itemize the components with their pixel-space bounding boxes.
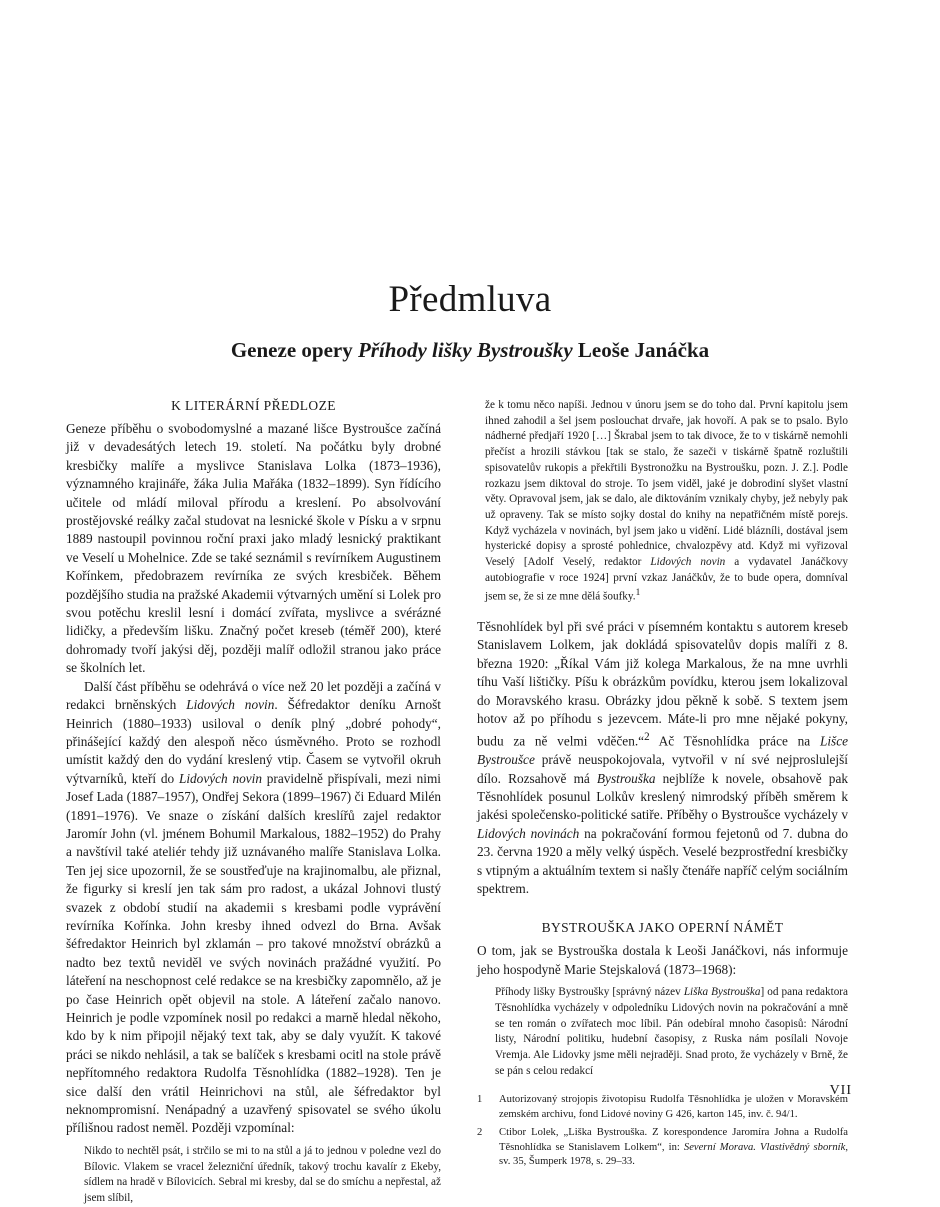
section-heading-opera-subject: BYSTROUŠKA JAKO OPERNÍ NÁMĚT bbox=[541, 920, 784, 936]
italic-title: Severní Morava. Vlastivědný sborník bbox=[683, 1141, 846, 1153]
footnote-text bbox=[499, 1126, 848, 1170]
page-number: VII bbox=[829, 1083, 852, 1098]
italic-title: Liška Bystrouška bbox=[683, 986, 761, 999]
footnote-ref[interactable]: 2 bbox=[644, 731, 650, 744]
footnote-number: 1 bbox=[477, 1094, 483, 1106]
block-quote-stejskalova bbox=[495, 985, 848, 1079]
block-quote-continued bbox=[477, 398, 848, 606]
text-run: Další část příběhu se odehrává o více než 20 let později a začíná v redakci brněnských bbox=[66, 678, 441, 713]
text-run: Těsnohlídek byl při své práci v písemném kontaktu s autorem kreseb Stanislavem Lolkem, jak dokládá spisovatelův dopis malíři z 8. března 1920: „Říkal Vám již kolega Markalous, že na mne uvrhli tíhu Vaší lištičky. Píšu k obrázkům povídku, kterou jsem lokalizoval do Moravského krasu. Obrázky jdou pěkně k sobě. S textem jsem hotov až po příhodu s jezevcem. Máte-li pro mne nějaké pokyny, budu za ně velmi vděčen.“ bbox=[477, 618, 848, 749]
text-run: že k tomu něco napíši. Jednou v únoru jsem se do toho dal. První kapitolu jsem ihned zahodil a šel jsem poslouchat drvaře, jak hovoří. A pak se to psalo. Bylo nádherné předjaří 1920 […] Škrabal jsem to tak divoce, že to v tiskárně nemohli přečíst a hrozili stávkou [tak se stalo, že sazeči v tiskárně špatně rozluštili spisovatelův rukopis a překřtili Bystronožku na Bystroušku, pozn. J. Z.]. Podle rozkazu jsem diktoval do stroje. To jsem viděl, jaké je dobrodiní slyšet vlastní věty. Opravoval jsem, jak se dalo, ale diktováním vznikaly chyby, jež nebyly pak už opraveny. Tak se místo sojky dostal do knihy na nepatřičném místě porejs. Když vycházela v novinách, byl jsem jako u vidění. Lidé blázníli, dostával jsem hysterické dopisy a sprosté pohlednice, chvalozpěvy atd. Když mi vyřizoval Veselý [Adolf Veselý, redaktor bbox=[485, 399, 848, 569]
text-run: pravidelně přispívali, mezi nimi Josef Lada (1887–1957), Ondřej Sekora (1899–1967) či Eduard Milén (1891–1976). Ve snaze o získání dalších kreslířů zajel redaktor Jaromír John (vl. jménem Bohumil Markalous, 1882–1952) do Prahy a navštívil také ateliér tehdy již uznávaného malíře Stanislava Lolka. Ten jej sice upozornil, že se soustřeďuje na krajinomalbu, ale přiznal, že figurky si kreslí jen tak sám pro radost, a ukázal Johnovi tlustý svazek z období studií na akademii s kresbami podle vyprávění revírníka Kořínka. John kresby ihned odvezl do Brna. Avšak šéfredaktor Heinrich byl zklamán – pro takové množství obrázků a nadto bez textů neviděl ve svých novinách pražádné využití. Po láteření na neschopnost celé redakce se na kresbičky zapomnělo, až je po čase Heinrich opět objevil na stole. A láteření začalo nanovo. Heinrich je podle vzpomínek nosil po redakci a marně hledal někoho, kdo by k nim připojil nějaký text tak, aby se daly využít. K takové práci se nikdo nehlásil, a tak se balíček s kresbami ocitl na stole právě nepřítomného redaktora Rudolfa Těsnohlídka (1882–1928). Ten je sice další den vrátil Heinrichovi na stůl, ale šéfredaktor byl neknompromisní. Nenápadný a uzavřený spisovatel se svého úkolu přílišnou radost neměl. Později vzpomínal: bbox=[66, 770, 441, 1136]
footnote-1 bbox=[477, 1093, 848, 1122]
paragraph-genesis: Geneze příběhu o svobodomyslné a mazané lišce Bystroušce začíná již v devadesátých letech 19. století. Na počátku byly drobné kresbičky malíře a myslivce Stanislava Lolka (1873–1936), významného krajináře, žáka Julia Mařáka (1832–1899). Syn řídícího učitele od mládí miloval přírodu a kreslení. Po absolvování prostějovské reálky začal studovat na lesnické škole v Písku a v srpnu 1889 nastoupil povinnou roční praxi jako mladý lesnický praktikant ve Veselí u Mohelnice. Zde se také seznámil s revírníkem Augustinem Kořínkem, předobrazem revírníka ze svých kresbiček. Během pozdějšího studia na pražské Akademii výtvarných umění si Lolek pro svou potěchu kreslil lesní i domácí zvířata, myslivce a svérázné lidičky, a především lišku. Značný počet kreseb (téměř 200), které dohromady tvoří jakýsi děj, později malíř odložil stranou jako práce se školních let. bbox=[66, 421, 441, 676]
paragraph-housekeeper: O tom, jak se Bystrouška dostala k Leoši Janáčkovi, nás informuje jeho hospodyně Marie Stejskalová (1873–1968): bbox=[477, 943, 848, 977]
right-column bbox=[477, 398, 848, 1174]
footnote-ref[interactable]: 1 bbox=[635, 588, 641, 599]
text-run: na pokračování formou fejetonů od 7. dubna do 23. června 1920 a měly velký úspěch. Veselé bezprostřední kresbičky s vtipným a aktuálním textem si našly čtenáře napříč celým sociálním spektrem. bbox=[477, 825, 848, 896]
text-run: nejblíže k novele, obsahově pak Těsnohlídek posunul Lolkův kreslený nimrodský příběh směrem k jakési společensko-politické satiře. Příběhy o Bystroušce vycházely v bbox=[477, 770, 848, 823]
text-run: , sv. 35, Šumperk 1978, s. 29–33. bbox=[499, 1141, 848, 1168]
italic-title: Bystrouška bbox=[596, 770, 656, 786]
paragraph-correspondence bbox=[477, 618, 848, 899]
italic-title: Lidových novin bbox=[186, 697, 275, 713]
page-subtitle bbox=[0, 338, 940, 363]
footnote-2 bbox=[477, 1126, 848, 1170]
italic-title: Lidových novin bbox=[178, 770, 262, 786]
text-run: ] od pana redaktora Těsnohlídka vycházely v odpoledníku Lidových novin na pokračování a mně se ten román o zvířatech moc líbil. Pán odebíral mnoho časopisů: Národní listy, Národní politiku, hudební časopisy, z Ruska nám posílali Novoje Vremja. Ale Lidovky jsme měli nejraději. Snad proto, že vycházely v Brně, že se pán s celou redakcí bbox=[495, 986, 848, 1077]
text-run: Ač Těsnohlídka práce na bbox=[649, 733, 820, 749]
section-heading-literary-source: K LITERÁRNÍ PŘEDLOZE bbox=[171, 398, 336, 413]
text-run: a vydavatel Janáčkovy autobiografie v roce 1924] první vzkaz Janáčkův, že to bude opera, domníval jsem se, že si ze mne dělá šoufky. bbox=[485, 556, 848, 604]
italic-title: Lidových novin bbox=[650, 556, 726, 569]
page-title: Předmluva bbox=[388, 279, 552, 320]
paragraph-newspaper bbox=[66, 678, 441, 1138]
italic-title: Lidových novinách bbox=[477, 825, 580, 841]
italic-title: Lišce Bystroušce bbox=[477, 733, 849, 768]
block-quote-tesnohlidek: Nikdo to nechtěl psát, i strčilo se mi to na stůl a já to jednou v poledne vezl do Bílovic. Vlakem se vracel železniční úředník, takový trochu kavalír z Ekeby, sídlem na hradě v Bílovicích. Sebral mi kresby, dal se do smíchu a nepřestal, až jsem slíbil, bbox=[84, 1144, 441, 1204]
footnote-text: Autorizovaný strojopis životopisu Rudolfa Těsnohlídka je uložen v Moravském zemském archivu, fond Lidové noviny G 426, karton 145, inv. č. 94/1. bbox=[499, 1094, 848, 1120]
text-run: Ctibor Lolek, „Liška Bystrouška. Z korespondence Jaromíra Johna a Rudolfa Těsnohlídka se Stanislavem Lolkem“, in: bbox=[499, 1127, 848, 1153]
text-run: právě neuspokojovala, vytvořil v ní své nejproslulejší dílo. Rozsahově má bbox=[477, 752, 848, 786]
footnote-number: 2 bbox=[477, 1127, 483, 1139]
footnotes bbox=[477, 1093, 848, 1170]
left-column bbox=[66, 398, 441, 1207]
subtitle-suffix: Leoše Janáčka bbox=[572, 338, 710, 362]
text-run: . Šéfredaktor deníku Arnošt Heinrich (1880–1933) usiloval o deník plný „dobré pohody“, přinášející každý den alespoň něco úsměvného. Proto se rozhodl umístit každý den do vydání kreslený vtip. Časem se vytvořil okruh výtvarníků, kteří do bbox=[66, 697, 441, 786]
subtitle-italic: Příhody lišky Bystroušky bbox=[357, 338, 573, 362]
subtitle-prefix: Geneze opery bbox=[230, 338, 358, 362]
text-run: Příhody lišky Bystroušky [správný název bbox=[495, 986, 684, 999]
